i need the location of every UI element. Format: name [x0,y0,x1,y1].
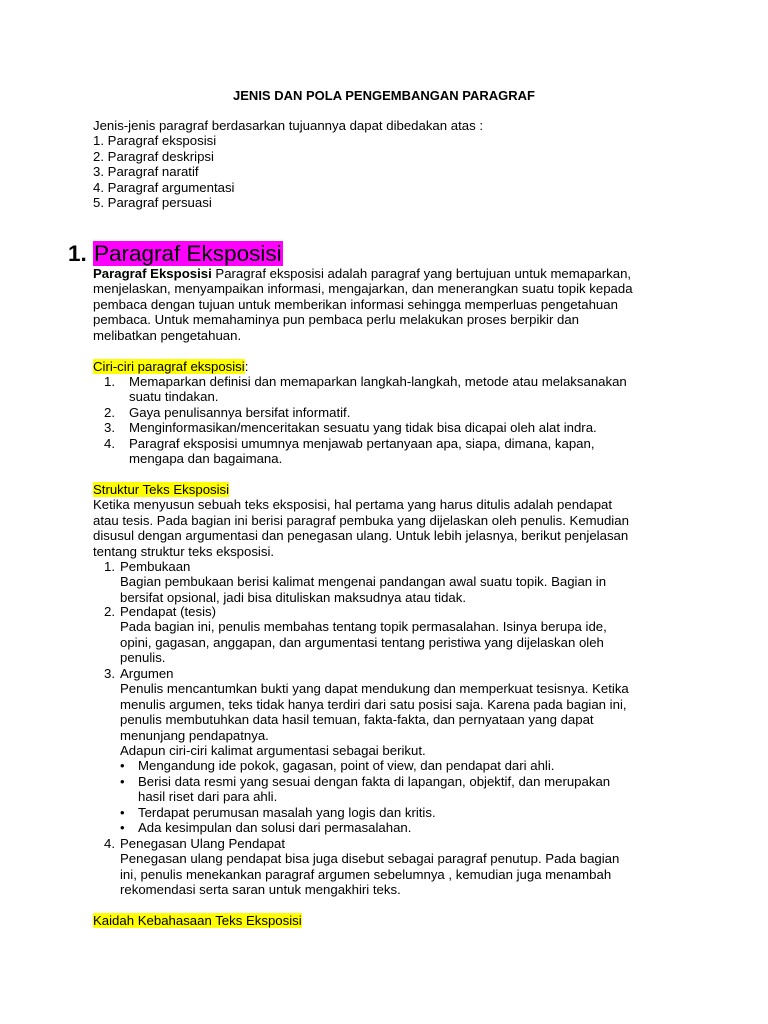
bullet-icon: • [120,820,125,835]
definition-paragraph [93,266,683,343]
intro-list-item: 4. Paragraf argumentasi [93,179,235,195]
definition-line: pembaca. Untuk memahaminya pun pembaca perlu melakukan proses berpikir dan [93,312,579,328]
intro-list-item: 3. Paragraf naratif [93,164,199,180]
struktur-item-line: Pada bagian ini, penulis membahas tentang topik permasalahan. Isinya berupa ide, [120,619,607,635]
ciri-item-text: suatu tindakan. [129,389,219,404]
bullet-text: Berisi data resmi yang sesuai dengan fakta di lapangan, objektif, dan merupakan [138,774,611,789]
struktur-line: disusul dengan argumentasi dan penegasan ulang. Untuk lebih jelasnya, berikut penjelasan [93,528,629,544]
struktur-item-number: 2. [104,604,115,619]
document-title: JENIS DAN POLA PENGEMBANGAN PARAGRAF [233,88,535,103]
struktur-item-line: bersifat opsional, jadi bisa dituliskan maksudnya atau tidak. [120,589,467,605]
bullet-icon: • [120,774,125,789]
definition-term: Paragraf Eksposisi [93,266,212,281]
intro-list-item: 2. Paragraf deskripsi [93,148,214,164]
struktur-item-line: Penulis mencantumkan bukti yang dapat mendukung dan memperkuat tesisnya. Ketika [120,681,629,697]
struktur-item-number: 4. [104,836,115,851]
struktur-item-title: Penegasan Ulang Pendapat [120,836,285,851]
struktur-block [93,482,683,559]
bullet-icon: • [120,805,125,820]
ciri-item-number: 4. [104,436,115,451]
ciri-item-number: 1. [104,374,115,389]
ciri-item-text: mengapa dan bagaimana. [129,451,283,466]
intro-block [93,118,483,210]
struktur-item-line: penulis. [120,650,166,666]
definition-line: menjelaskan, menyampaikan informasi, mengajarkan, dan menerangkan suatu topik kepada [93,281,633,297]
struktur-item-line: penulis membutuhkan data hasil temuan, fakta-fakta, dan pernyataan yang dapat [120,712,594,728]
struktur-line: atau tesis. Pada bagian ini berisi paragraf pembuka yang dijelaskan oleh penulis. Kemudian [93,512,629,528]
section-heading-text: Paragraf Eksposisi [94,241,282,266]
bullet-text: Mengandung ide pokok, gagasan, point of view, dan pendapat dari ahli. [138,758,555,773]
kaidah-heading: Kaidah Kebahasaan Teks Eksposisi [93,913,302,928]
ciri-item-number: 3. [104,420,115,435]
ciri-heading-text: Ciri-ciri paragraf eksposisi [93,359,245,374]
definition-line: melibatkan pengetahuan. [93,327,242,343]
bullet-text: Terdapat perumusan masalah yang logis dan kritis. [138,805,436,820]
bullet-text: Ada kesimpulan dan solusi dari permasalahan. [138,820,412,835]
kaidah-block [93,913,683,928]
section-heading [68,239,283,269]
struktur-item-line: ini, penulis menekankan paragraf argumen sebelumnya , kemudian juga menambah [120,866,612,882]
ciri-item-text: Gaya penulisannya bersifat informatif. [129,405,351,420]
ciri-item-text: Paragraf eksposisi umumnya menjawab pertanyaan apa, siapa, dimana, kapan, [129,436,595,451]
intro-lead: Jenis-jenis paragraf berdasarkan tujuannya dapat dibedakan atas : [93,118,484,133]
definition-line: pembaca dengan tujuan untuk memberikan informasi sehingga memperluas pengetahuan [93,296,618,312]
ciri-heading-colon: : [244,359,249,374]
struktur-item-line: menunjang pendapatnya. [120,727,269,743]
ciri-item-text: Memaparkan definisi dan memaparkan langkah-langkah, metode atau melaksanakan [129,374,627,389]
struktur-item-title: Pendapat (tesis) [120,604,217,619]
ciri-item-number: 2. [104,405,115,420]
struktur-item-line: rekomendasi serta saran untuk mengakhiri teks. [120,882,401,898]
definition-line: Paragraf eksposisi adalah paragraf yang bertujuan untuk memaparkan, [211,266,632,281]
struktur-item-line: Adapun ciri-ciri kalimat argumentasi sebagai berikut. [120,743,426,758]
struktur-item-number: 3. [104,666,115,681]
ciri-heading [93,359,683,374]
bullet-icon: • [120,758,125,773]
intro-list-item: 5. Paragraf persuasi [93,195,212,211]
struktur-item-line: menulis argumen, teks tidak hanya terdiri dari satu posisi saja. Karena pada bagian ini, [120,696,627,712]
struktur-item-number: 1. [104,559,115,574]
bullet-text: hasil riset dari para ahli. [138,789,278,805]
struktur-line: tentang struktur teks eksposisi. [93,543,275,559]
section-number: 1. [68,241,87,266]
struktur-line: Ketika menyusun sebuah teks eksposisi, hal pertama yang harus ditulis adalah pendapat [93,497,613,513]
struktur-item-line: Penegasan ulang pendapat bisa juga disebut sebagai paragraf penutup. Pada bagian [120,851,620,867]
struktur-item-title: Argumen [120,666,174,681]
ciri-item-text: Menginformasikan/menceritakan sesuatu yang tidak bisa dicapai oleh alat indra. [129,420,597,435]
struktur-item-line: opini, gagasan, anggapan, dan argumentasi tentang peristiwa yang dijelaskan oleh [120,634,604,650]
struktur-item-title: Pembukaan [120,559,191,574]
struktur-item-line: Bagian pembukaan berisi kalimat mengenai pandangan awal suatu topik. Bagian in [120,574,607,590]
struktur-heading: Struktur Teks Eksposisi [93,482,230,497]
intro-list-item: 1. Paragraf eksposisi [93,133,217,149]
